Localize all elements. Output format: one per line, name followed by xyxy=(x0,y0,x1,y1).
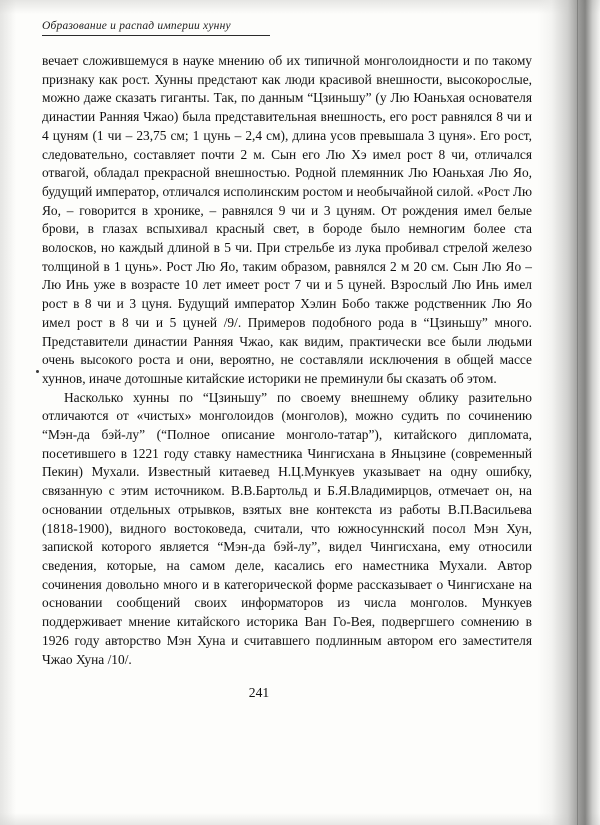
scan-edge-shadow-bottom xyxy=(0,813,600,825)
paragraph: Насколько хунны по “Цзиньшу” по своему внешнему облику разительно отличаются от «чистых» монголоидов (монголов), можно судить по сочинению “Мэн-да бэй-лу” (“Полное описание монголо-татар”), китайского дипломата, посетившего в 1221 году ставку наместника Чингисхана в Яньцзине (современный Пекин) Мухали. Известный китаевед Н.Ц.Мункуев указывает на одну ошибку, связанную с этим источником. В.В.Бартольд и Б.Я.Владимирцов, отмечает он, на основании отдельных отрывков, взятых вне контекста из работы В.П.Васильева (1818-1900), видного востоковеда, считали, что южносуннский посол Мэн Хун, запиской которого является “Мэн-да бэй-лу”, видел Чингисхана, ему относили сведения, которые, на самом деле, касались его наместника Мухали. Автор сочинения довольно много и в категорической форме рассказывает о Чингисхане на основании сообщений своих информаторов из числа монголов. Мункуев поддерживает мнение китайского историка Ван Го-Вея, подвергшего сомнению в 1926 году авторство Мэн Хуна и считавшего подлинным автором его заместителя Чжао Хуна /10/. xyxy=(42,389,532,667)
body-text xyxy=(42,52,532,669)
running-head-rule xyxy=(42,35,270,36)
scan-edge-shadow-top xyxy=(0,0,600,14)
running-head: Образование и распад империи хунну xyxy=(42,20,231,32)
scan-speck xyxy=(36,370,39,373)
scan-edge-shadow-left xyxy=(0,0,16,825)
page-content xyxy=(42,20,532,810)
book-gutter-shadow xyxy=(538,0,600,825)
page-number: 241 xyxy=(248,685,270,701)
paragraph: вечает сложившемуся в науке мнению об их типичной монголоидности и по такому признаку как рост. Хунны предстают как люди красивой внешности, высокорослые, можно даже сказать гиганты. Так, по данным “Цзиньшу” (у Лю Юаньхая основателя династии Ранняя Чжао) была представительная внешность, его рост равнялся 8 чи и 4 цуням (1 чи – 23,75 см; 1 цунь – 2,4 см), длина усов превышала 3 цуня». Его рост, следовательно, составляет почти 2 м. Сын его Лю Хэ имел рост 8 чи, отличался отвагой, обладал прекрасной внешностью. Родной племянник Лю Юаньхая Лю Яо, будущий император, отличался исполинским ростом и необычайной силой. «Рост Лю Яо, – говорится в хронике, – равнялся 9 чи и 3 цуням. От рождения имел белые брови, в глазах вспыхивал красный свет, в бороде было немногим более ста волосков, но каждый длиной в 5 чи. При стрельбе из лука пробивал стрелой железо толщиной в 1 цунь». Рост Лю Яо, таким образом, равнялся 2 м 20 см. Сын Лю Яо – Лю Инь уже в возрасте 10 лет имеет рост 7 чи и 5 цуней. Взрослый Лю Инь имел рост в 8 чи и 3 цуня. Будущий император Хэлин Бобо также родственник Лю Яо имел рост в 8 чи и 5 цуней /9/. Примеров подобного рода в “Цзиньшу” много. Представители династии Ранняя Чжао, как видим, практически все были людьми очень высокого роста и они, вероятно, не составляли исключения в общей массе хуннов, иначе дотошные китайские историки не преминули бы сказать об этом. xyxy=(42,53,532,386)
book-gutter-line xyxy=(577,0,578,825)
